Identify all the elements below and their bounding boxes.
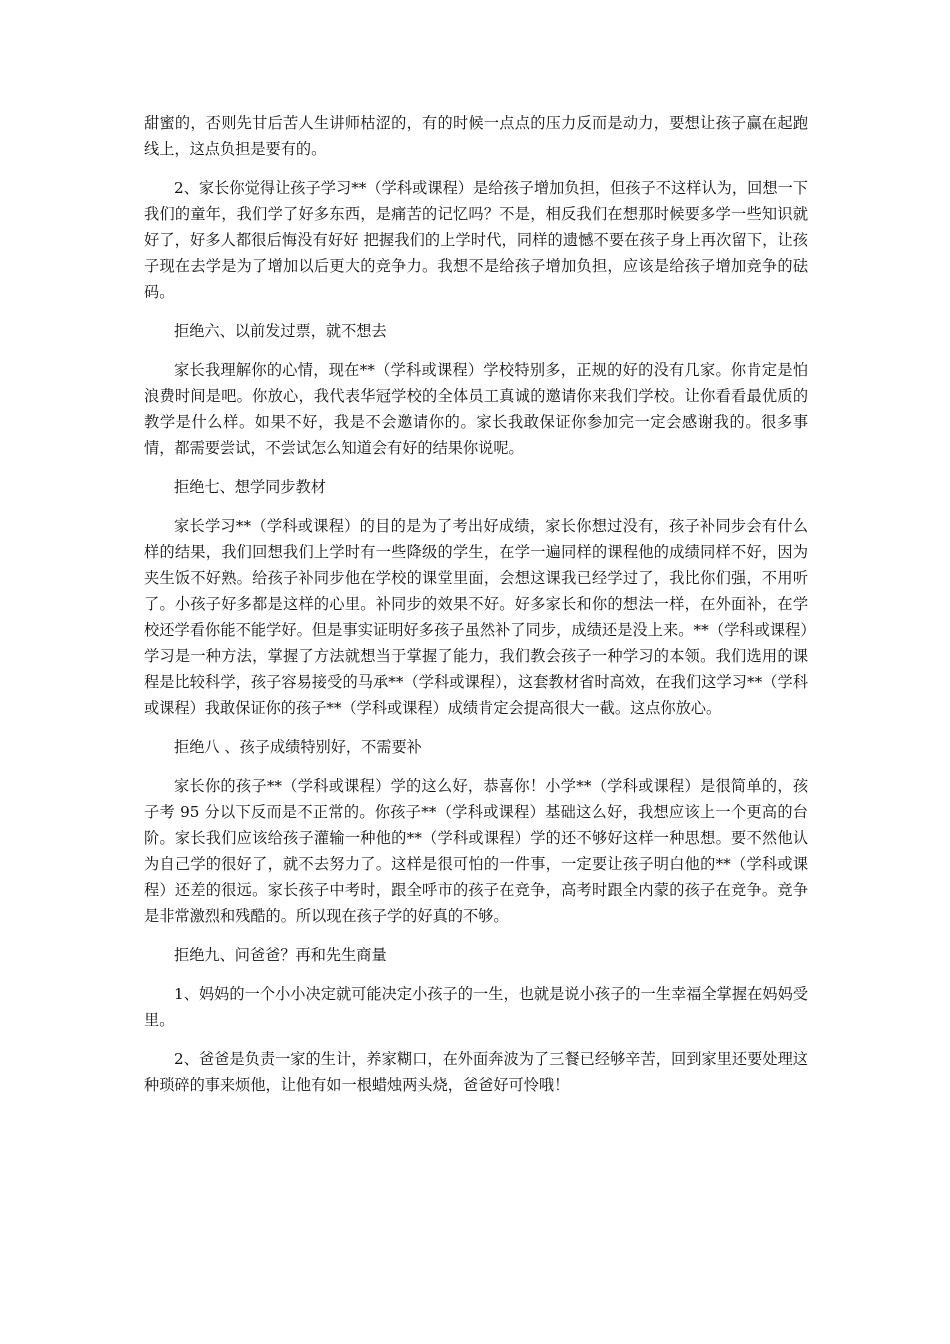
section-heading-9: 拒绝九、问爸爸？再和先生商量 [174,946,387,964]
paragraph-point-2: 2、家长你觉得让孩子学习**（学科或课程）是给孩子增加负担，但孩子不这样认为，回想一下我们的童年，我们学了好多东西，是痛苦的记忆吗？不是，相反我们在想那时候要多学一些知识就好了，好多人都很后悔没有好好 把握我们的上学时代，同样的遗憾不要在孩子身上再次留下，让孩子现在去学是为了增加以后更大的竞争力。我想不是给孩子增加负担，应该是给孩子增加竞争的砝码。 [144,179,808,301]
paragraph-section-8: 家长你的孩子**（学科或课程）学的这么好，恭喜你！小学**（学科或课程）是很简单的，孩子考 95 分以下反而是不正常的。你孩子**（学科或课程）基础这么好，我想应该上一个更高的台阶。家长我们应该给孩子灌输一种他的**（学科或课程）学的还不够好这样一种思想。要不然他认为自己学的很好了，就不去努力了。这样是很可怕的一件事，一定要让孩子明白他的**（学科或课程）还差的很远。家长孩子中考时，跟全呼市的孩子在竞争，高考时跟全内蒙的孩子在竞争。竞争是非常激烈和残酷的。所以现在孩子学的好真的不够。 [144,777,808,925]
paragraph-section-9-point-2: 2、爸爸是负责一家的生计，养家糊口，在外面奔波为了三餐已经够辛苦，回到家里还要处理这种琐碎的事来烦他，让他有如一根蜡烛两头烧，爸爸好可怜哦！ [144,1050,808,1094]
document-page [144,110,808,1098]
section-heading-8: 拒绝八 、孩子成绩特别好，不需要补 [174,738,422,756]
paragraph-continuation: 甜蜜的，否则先甘后苦人生讲师枯涩的，有的时候一点点的压力反而是动力，要想让孩子赢在起跑线上，这点负担是要有的。 [144,114,808,158]
section-heading-6: 拒绝六、以前发过票，就不想去 [174,322,387,340]
paragraph-section-9-point-1: 1、妈妈的一个小小决定就可能决定小孩子的一生，也就是说小孩子的一生幸福全掌握在妈妈受里。 [144,985,808,1029]
paragraph-section-6: 家长我理解你的心情，现在**（学科或课程）学校特别多，正规的好的没有几家。你肯定是怕浪费时间是吧。你放心，我代表华冠学校的全体员工真诚的邀请你来我们学校。让你看看最优质的教学是什么样。如果不好，我是不会邀请你的。家长我敢保证你参加完一定会感谢我的。很多事情，都需要尝试，不尝试怎么知道会有好的结果你说呢。 [144,361,808,457]
paragraph-section-7: 家长学习**（学科或课程）的目的是为了考出好成绩，家长你想过没有，孩子补同步会有什么样的结果，我们回想我们上学时有一些降级的学生，在学一遍同样的课程他的成绩同样不好，因为夹生饭不好熟。给孩子补同步他在学校的课堂里面，会想这课我已经学过了，我比你们强，不用听了。小孩子好多都是这样的心里。补同步的效果不好。好多家长和你的想法一样，在外面补，在学校还学看你能不能学好。但是事实证明好多孩子虽然补了同步，成绩还是没上来。**（学科或课程）学习是一种方法，掌握了方法就想当于掌握了能力，我们教会孩子一种学习的本领。我们选用的课程是比较科学，孩子容易接受的马承**（学科或课程），这套教材省时高效，在我们这学习**（学科或课程）我敢保证你的孩子**（学科或课程）成绩肯定会提高很大一截。这点你放心。 [144,517,808,717]
section-heading-7: 拒绝七、想学同步教材 [174,478,326,496]
